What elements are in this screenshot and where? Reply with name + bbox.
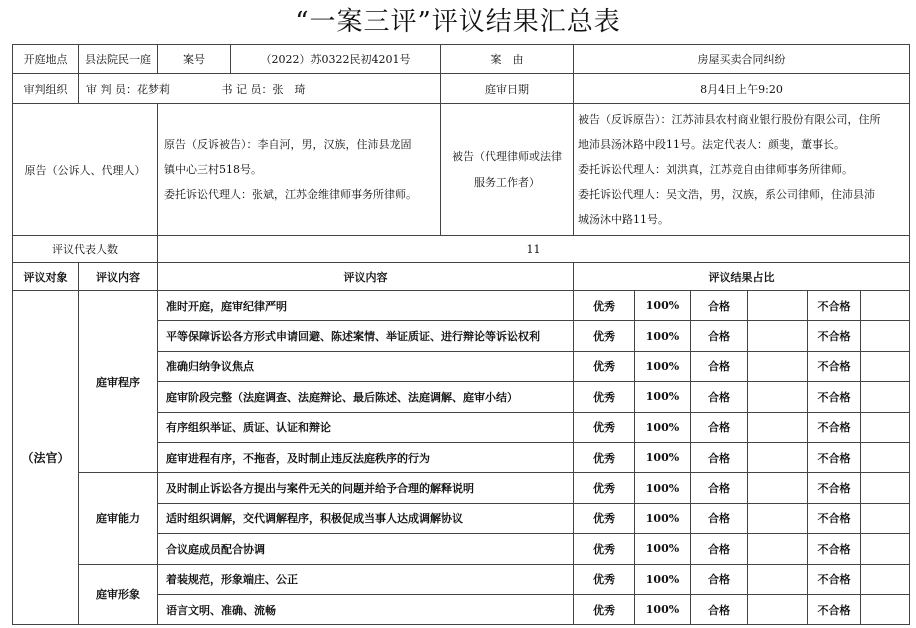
result-fail-pct — [861, 351, 910, 381]
result-excellent-label: 优秀 — [574, 412, 635, 442]
plaintiff-label: 原告（公诉人、代理人） — [13, 104, 158, 236]
plaintiff-line: 镇中心三村518号。 — [164, 163, 262, 176]
eval-detail-header: 评议内容 — [158, 263, 574, 291]
eval-object-header: 评议对象 — [13, 263, 79, 291]
eval-item: 庭审进程有序，不拖沓，及时制止违反法庭秩序的行为 — [158, 442, 574, 472]
eval-item: 平等保障诉讼各方形式申请回避、陈述案情、举证质证、进行辩论等诉讼权利 — [158, 321, 574, 351]
page-title: “一案三评”评议结果汇总表 — [295, 7, 621, 37]
judge-text: 审 判 员：花梦莉 — [86, 82, 170, 96]
result-fail-pct — [861, 503, 910, 533]
result-excellent-pct: 100% — [635, 473, 691, 503]
result-fail-pct — [861, 564, 910, 594]
result-fail-pct — [861, 473, 910, 503]
eval-group-name: 庭审形象 — [79, 564, 158, 625]
result-fail-label: 不合格 — [808, 291, 861, 321]
venue-value: 县法院民一庭 — [79, 45, 158, 74]
result-excellent-pct: 100% — [635, 351, 691, 381]
result-pass-pct — [748, 594, 808, 624]
defendant-line: 委托诉讼代理人：吴文浩，男，汉族，系公司律师，住沛县沛 — [578, 188, 875, 201]
cause-label: 案 由 — [441, 45, 574, 74]
eval-item: 着装规范，形象端庄、公正 — [158, 564, 574, 594]
defendant-line: 被告（反诉原告）：江苏沛县农村商业银行股份有限公司，住所 — [578, 113, 881, 126]
result-fail-label: 不合格 — [808, 321, 861, 351]
result-excellent-pct: 100% — [635, 594, 691, 624]
eval-content-header: 评议内容 — [79, 263, 158, 291]
eval-item: 准确归纳争议焦点 — [158, 351, 574, 381]
eval-result-header: 评议结果占比 — [574, 263, 910, 291]
eval-item: 有序组织举证、质证、认证和辩论 — [158, 412, 574, 442]
result-excellent-pct: 100% — [635, 382, 691, 412]
result-fail-label: 不合格 — [808, 412, 861, 442]
eval-item: 适时组织调解，交代调解程序，积极促成当事人达成调解协议 — [158, 503, 574, 533]
plaintiff-line: 委托诉讼代理人：张斌，江苏金维律师事务所律师。 — [164, 188, 417, 201]
eval-item: 准时开庭，庭审纪律严明 — [158, 291, 574, 321]
result-pass-label: 合格 — [691, 382, 748, 412]
case-no-value: （2022）苏0322民初4201号 — [231, 45, 441, 74]
result-fail-pct — [861, 594, 910, 624]
result-pass-pct — [748, 442, 808, 472]
result-fail-label: 不合格 — [808, 503, 861, 533]
plaintiff-line: 原告（反诉被告）：李自河，男，汉族，住沛县龙固 — [164, 138, 412, 151]
result-excellent-label: 优秀 — [574, 321, 635, 351]
result-pass-pct — [748, 534, 808, 564]
result-excellent-pct: 100% — [635, 534, 691, 564]
result-pass-pct — [748, 382, 808, 412]
reps-value: 11 — [158, 236, 910, 263]
result-excellent-label: 优秀 — [574, 503, 635, 533]
result-pass-label: 合格 — [691, 442, 748, 472]
reps-label: 评议代表人数 — [13, 236, 158, 263]
result-pass-pct — [748, 564, 808, 594]
summary-table — [12, 44, 910, 625]
result-excellent-label: 优秀 — [574, 442, 635, 472]
result-pass-label: 合格 — [691, 594, 748, 624]
result-excellent-label: 优秀 — [574, 291, 635, 321]
clerk-text: 书 记 员：张 琦 — [221, 82, 306, 96]
defendant-label-line: 服务工作者） — [474, 175, 540, 189]
court-org-value — [79, 74, 441, 104]
result-pass-label: 合格 — [691, 412, 748, 442]
result-fail-label: 不合格 — [808, 382, 861, 412]
eval-item: 及时制止诉讼各方提出与案件无关的问题并给予合理的解释说明 — [158, 473, 574, 503]
result-excellent-pct: 100% — [635, 442, 691, 472]
case-no-label: 案号 — [158, 45, 231, 74]
defendant-detail — [574, 104, 910, 236]
eval-group-name: 庭审程序 — [79, 291, 158, 473]
eval-row — [13, 564, 910, 594]
date-label: 庭审日期 — [441, 74, 574, 104]
result-excellent-pct: 100% — [635, 291, 691, 321]
result-fail-pct — [861, 534, 910, 564]
result-pass-pct — [748, 321, 808, 351]
eval-item: 合议庭成员配合协调 — [158, 534, 574, 564]
result-fail-label: 不合格 — [808, 351, 861, 381]
result-excellent-label: 优秀 — [574, 382, 635, 412]
result-excellent-label: 优秀 — [574, 351, 635, 381]
result-fail-label: 不合格 — [808, 534, 861, 564]
result-fail-pct — [861, 382, 910, 412]
result-excellent-label: 优秀 — [574, 534, 635, 564]
result-fail-pct — [861, 442, 910, 472]
result-pass-label: 合格 — [691, 564, 748, 594]
eval-item: 庭审阶段完整（法庭调查、法庭辩论、最后陈述、法庭调解、庭审小结） — [158, 382, 574, 412]
result-pass-label: 合格 — [691, 321, 748, 351]
eval-item: 语言文明、准确、流畅 — [158, 594, 574, 624]
result-pass-pct — [748, 473, 808, 503]
venue-label: 开庭地点 — [13, 45, 79, 74]
defendant-line: 委托诉讼代理人：刘洪真，江苏竞自由律师事务所律师。 — [578, 163, 853, 176]
result-excellent-label: 优秀 — [574, 594, 635, 624]
date-value: 8月4日上午9:20 — [574, 74, 910, 104]
defendant-line: 城汤沐中路11号。 — [578, 213, 669, 226]
eval-row — [13, 473, 910, 503]
eval-row — [13, 291, 910, 321]
eval-object: （法官） — [13, 291, 79, 625]
court-org-label: 审判组织 — [13, 74, 79, 104]
defendant-label — [441, 104, 574, 236]
result-fail-label: 不合格 — [808, 564, 861, 594]
result-excellent-pct: 100% — [635, 412, 691, 442]
result-pass-label: 合格 — [691, 473, 748, 503]
result-excellent-pct: 100% — [635, 503, 691, 533]
result-pass-pct — [748, 412, 808, 442]
result-excellent-label: 优秀 — [574, 564, 635, 594]
result-fail-label: 不合格 — [808, 473, 861, 503]
result-pass-label: 合格 — [691, 351, 748, 381]
defendant-label-line: 被告（代理律师或法律 — [452, 149, 562, 163]
result-excellent-pct: 100% — [635, 321, 691, 351]
result-excellent-pct: 100% — [635, 564, 691, 594]
result-pass-label: 合格 — [691, 534, 748, 564]
cause-value: 房屋买卖合同纠纷 — [574, 45, 910, 74]
result-fail-label: 不合格 — [808, 594, 861, 624]
eval-group-name: 庭审能力 — [79, 473, 158, 564]
result-pass-pct — [748, 351, 808, 381]
result-pass-label: 合格 — [691, 503, 748, 533]
result-fail-pct — [861, 412, 910, 442]
result-fail-pct — [861, 291, 910, 321]
defendant-line: 地沛县汤沐路中段11号。法定代表人：颜斐，董事长。 — [578, 138, 845, 151]
result-fail-label: 不合格 — [808, 442, 861, 472]
result-pass-label: 合格 — [691, 291, 748, 321]
result-excellent-label: 优秀 — [574, 473, 635, 503]
result-pass-pct — [748, 291, 808, 321]
plaintiff-detail — [158, 104, 441, 236]
result-pass-pct — [748, 503, 808, 533]
result-fail-pct — [861, 321, 910, 351]
